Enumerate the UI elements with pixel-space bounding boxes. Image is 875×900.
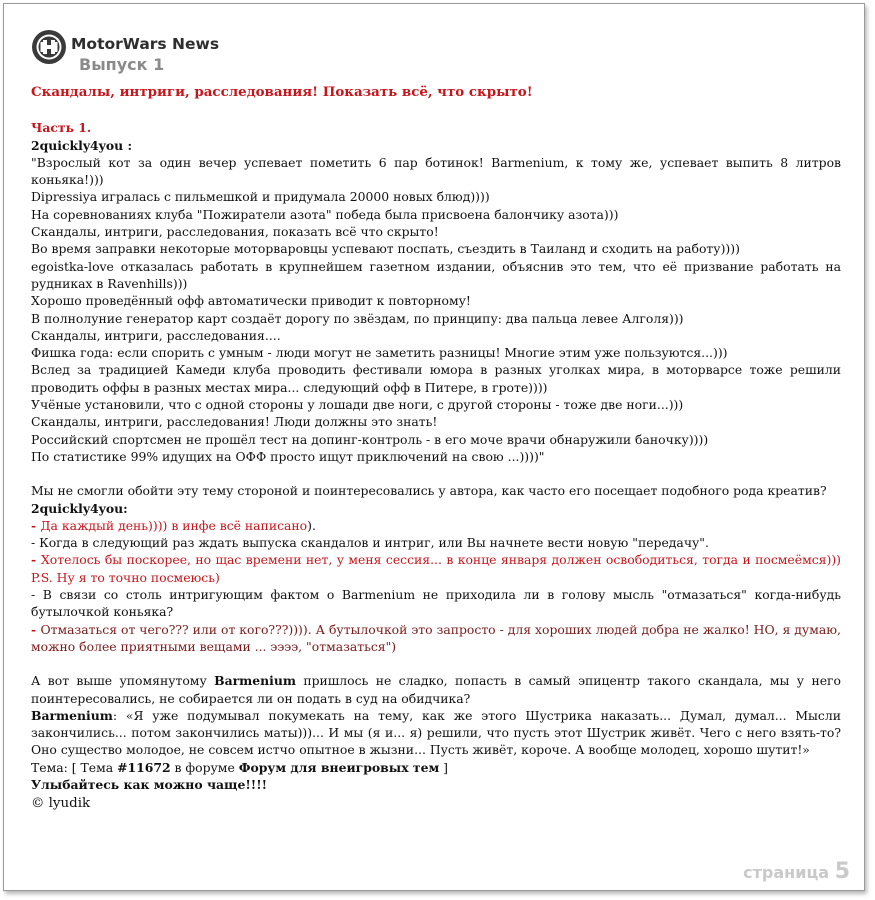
forum-link: Форум для внеигровых тем <box>238 759 440 775</box>
quote-line: Фишка года: если спорить с умным - люди могут не заметить разницы! Многие этим уже пользуются...))) <box>31 345 728 361</box>
headline: Скандалы, интриги, расследования! Показать всё, что скрыто! <box>31 84 533 100</box>
article-body <box>31 84 841 813</box>
quote-line: На соревнованиях клуба "Пожиратели азота" победа была присвоена балончику азота))) <box>31 206 619 222</box>
answer-3: - Отмазаться от чего??? или от кого???)))). А бутылочкой это запросто - для хороших людей добра не жалко! НО, я думаю, можно более приятными вещами ... ээээ, "отмазаться") <box>31 621 841 654</box>
question-2: - Когда в следующий раз ждать выпуска скандалов и интриг, или Вы начнете вести новую "передачу". <box>31 535 709 551</box>
quote-line: Скандалы, интриги, расследования.... <box>31 327 281 343</box>
answer-3-text: Отмазаться от чего??? или от кого???)))). А бутылочкой это запросто - для хороших людей добра не жалко! НО, я думаю, можно более приятными вещами ... ээээ, "отмазаться") <box>31 621 841 654</box>
answer-2-text: Хотелось бы поскорее, но щас времени нет, у меня сессия... в конце января должен освободиться, тогда и посмеёмся))) P.S. Ну я то точно посмеюсь) <box>31 552 841 585</box>
issue-label: Выпуск 1 <box>79 55 165 74</box>
topic-number: #11672 <box>117 759 171 775</box>
question-3: - В связи со столь интригующим фактом о Barmenium не приходила ли в голову мысль "отмазаться" когда-нибудь бутылочкой коньяка? <box>31 587 841 620</box>
quote-line: Скандалы, интриги, расследования! Люди должны это знать! <box>31 414 438 430</box>
quote-line: egoistka-love отказалась работать в крупнейшем газетном издании, объяснив это тем, что её призвание работать на рудниках в Ravenhills))) <box>31 258 841 291</box>
quote-line: В полнолуние генератор карт создаёт дорогу по звёздам, по принципу: два пальца левее Алголя))) <box>31 310 684 326</box>
author-name: 2quickly4you: <box>31 500 128 516</box>
paragraph-barmenium: А вот выше упомянутому Barmenium пришлось не сладко, попасть в самый эпицентр такого скандала, мы у него поинтересовались, не собирается ли он подать в суд на обидчика? <box>31 673 841 706</box>
answer-1-tail: ). <box>307 517 316 533</box>
logo-title: MotorWars News <box>71 35 220 53</box>
quote-line: Российский спортсмен не прошёл тест на допинг-контроль - в его моче врачи обнаружили баночку)))) <box>31 431 709 447</box>
barmenium-quote: Barmenium: «Я уже подумывал покумекать на тему, как же этого Шустрика наказать... Думал, думал... Мысли закончились... потом закончились маты)))... И мы (я и... я) решили, что пусть этот Шустрик живёт. Чего с него взять-то? Оно существо молодое, не совсем истчо опытное в жызни... Пусть живёт, короче. А вообще молодец, хорошо шутит!» <box>31 707 841 758</box>
barmenium-label: Barmenium <box>31 707 113 723</box>
answer-1-text: Да каждый день)))) в инфе всё написано <box>40 517 308 533</box>
quote-line: Скандалы, интриги, расследования, показать всё что скрыто! <box>31 224 439 240</box>
answer-2: - Хотелось бы поскорее, но щас времени нет, у меня сессия... в конце января должен освободиться, тогда и посмеёмся))) P.S. Ну я то точно посмеюсь) <box>31 552 841 585</box>
intro-question: Мы не смогли обойти эту тему стороной и поинтересовались у автора, как часто его посещает подобного рода креатив? <box>31 483 827 499</box>
smile-line: Улыбайтесь как можно чаще!!!! <box>31 776 268 792</box>
motorwars-logo <box>31 25 291 77</box>
part-label: Часть 1. <box>31 120 92 136</box>
answer-1: - Да каждый день)))) в инфе всё написано). <box>31 517 316 533</box>
quote-line: "Взрослый кот за один вечер успевает пометить 6 пар ботинок! Barmenium, к тому же, успевает выпить 8 литров коньяка!))) <box>31 154 841 188</box>
quote-line: Dipressiya игралась с пильмешкой и придумала 20000 новых блюд)))) <box>31 189 490 205</box>
newsletter-page <box>3 3 865 891</box>
signature: © lyudik <box>31 796 91 812</box>
quote-line: Вслед за традицией Камеди клуба проводить фестивали юмора в разных уголках мира, в моторварсе тоже решили проводить оффы в разных местах мира... следующий офф в Питере, в гроте)))) <box>31 362 841 395</box>
quote-line: Хорошо проведённый офф автоматически приводит к повторному! <box>31 293 471 309</box>
author-name: 2quickly4you : <box>31 137 133 153</box>
page-number: страница 5 <box>743 859 850 884</box>
motorwars-wheel-icon <box>31 29 67 65</box>
quote-block <box>31 154 841 465</box>
quote-line: Учёные установили, что с одной стороны у лошади две ноги, с другой стороны - тоже две ноги...))) <box>31 397 684 413</box>
quote-line: По статистике 99% идущих на ОФФ просто ищут приключений на свою ...))))" <box>31 448 545 464</box>
quote-line: Во время заправки некоторые моторваровцы успевают поспать, съездить в Таиланд и сходить на работу)))) <box>31 241 740 257</box>
barmenium-name: Barmenium <box>214 673 296 689</box>
topic-line: Тема: [ Тема #11672 в форуме Форум для внеигровых тем ] <box>31 759 448 775</box>
